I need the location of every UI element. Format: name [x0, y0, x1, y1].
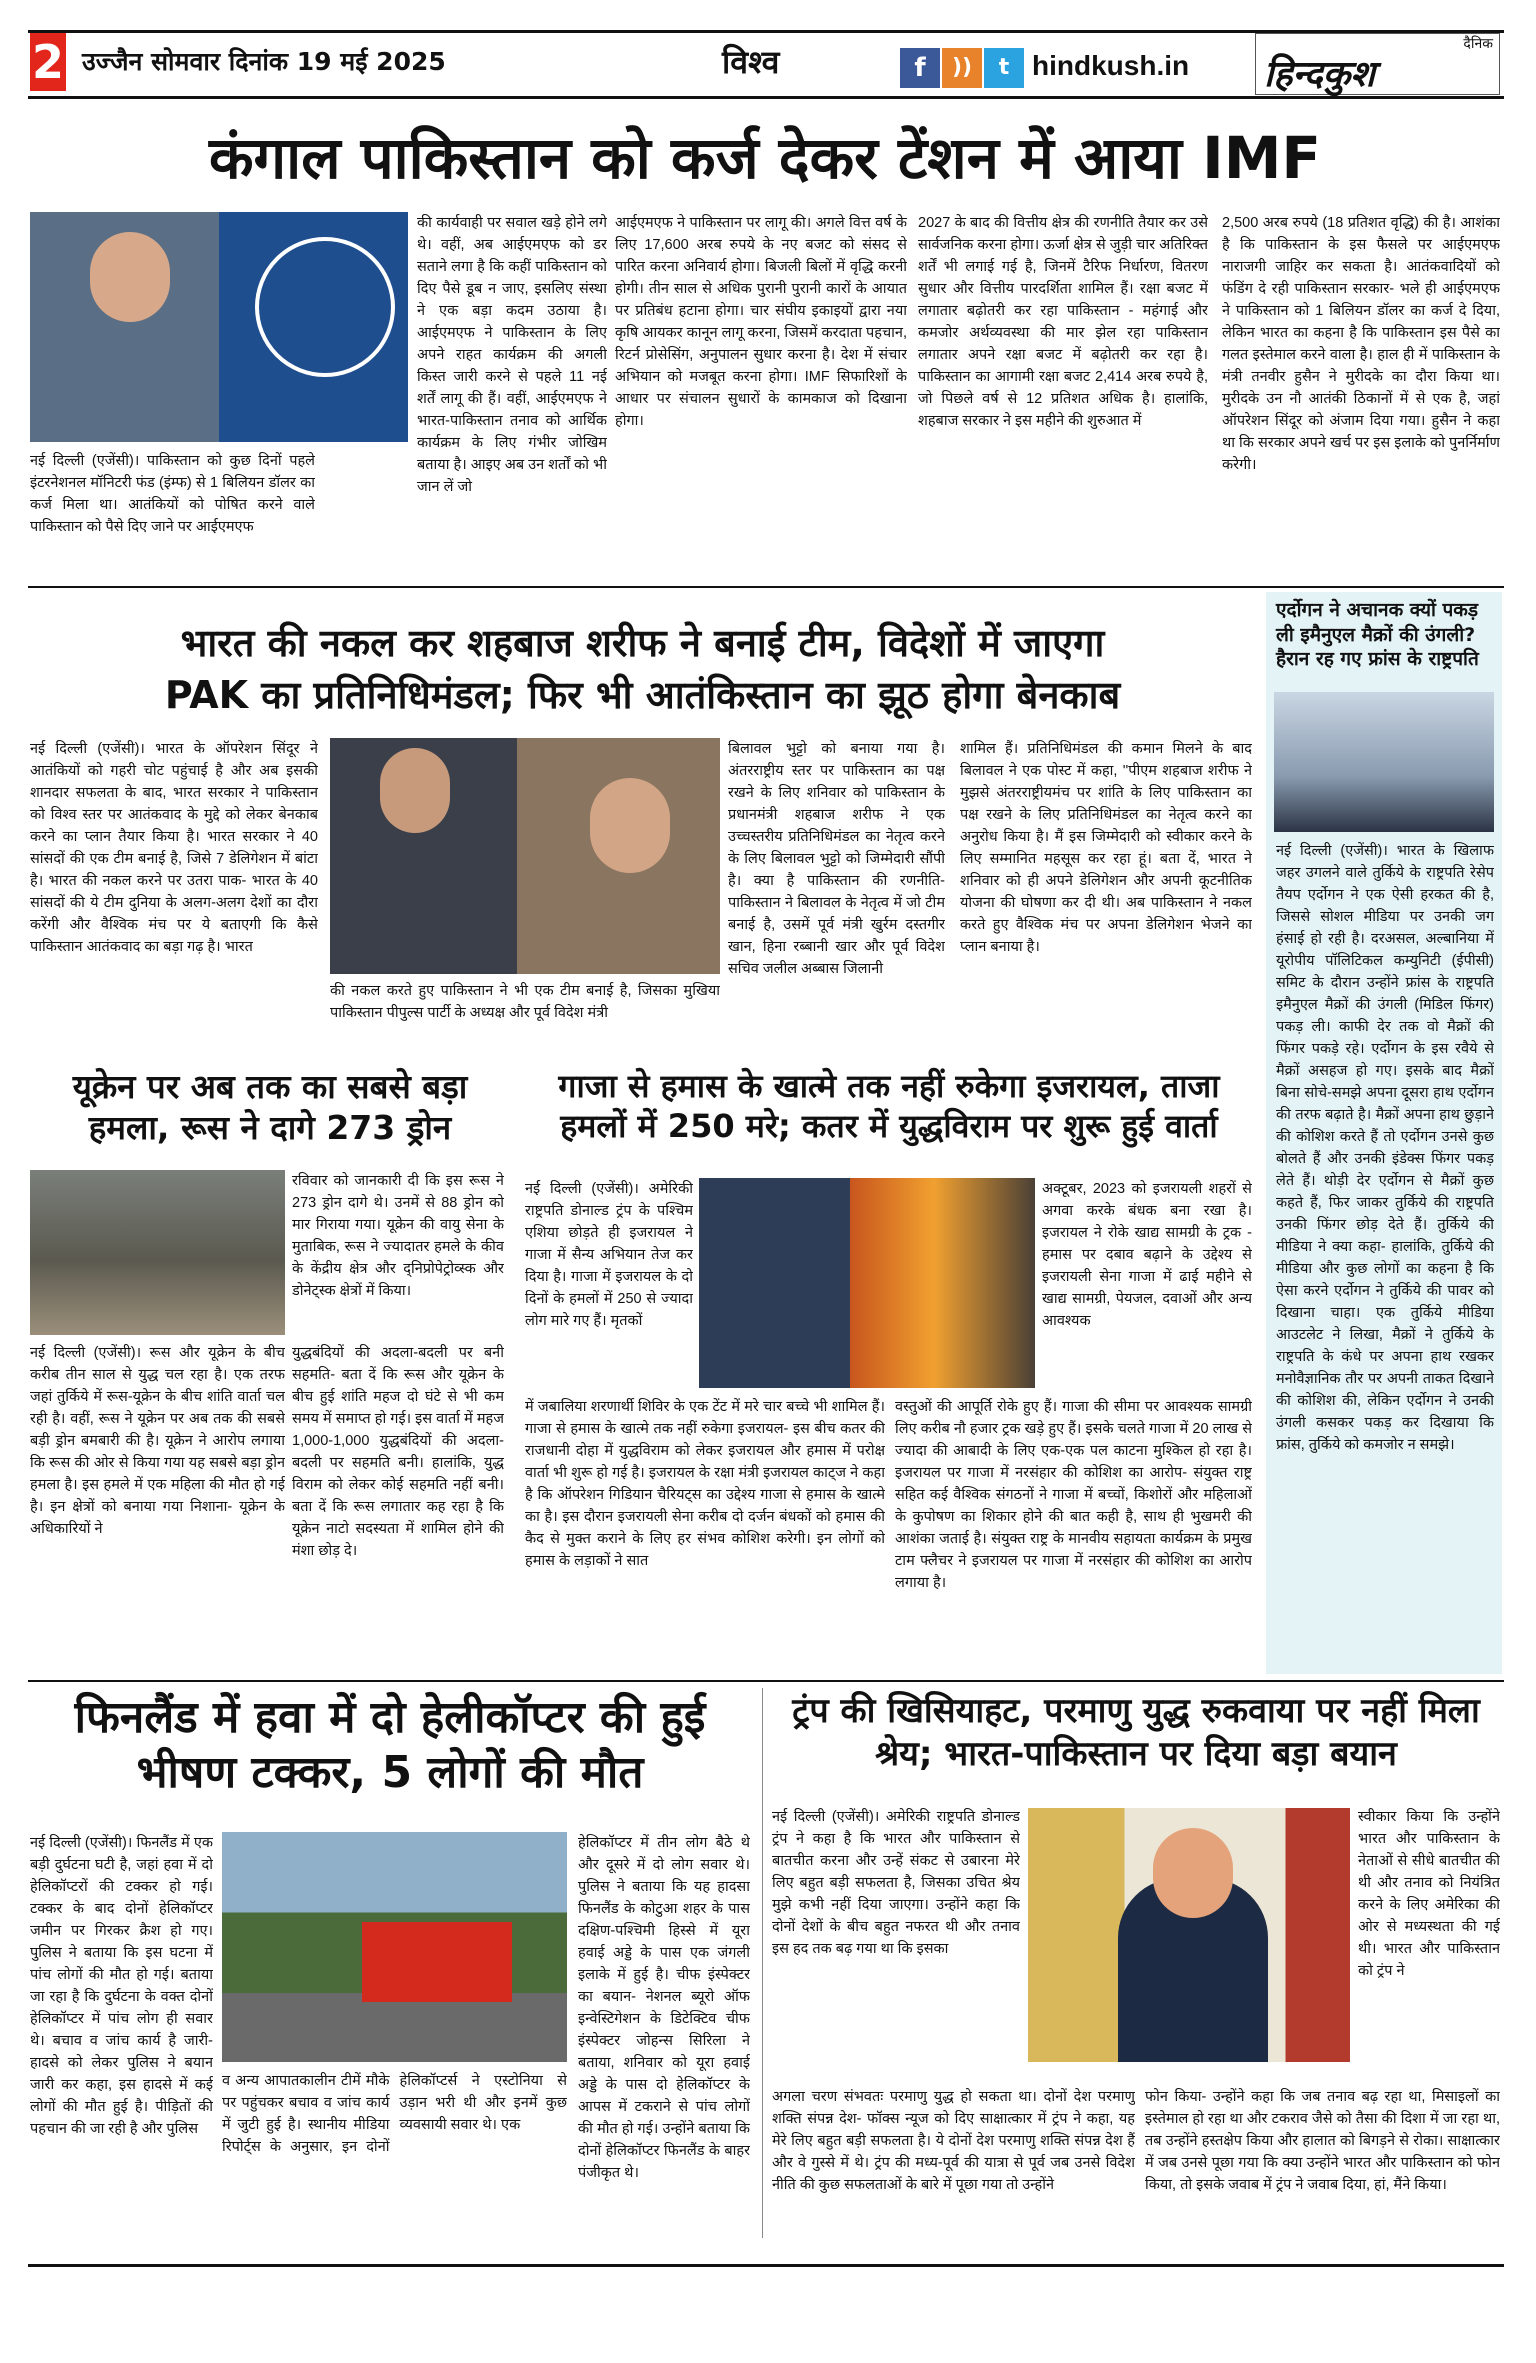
gaza-netanyahu-fire-photo: [699, 1178, 1035, 1388]
shahbaz-col-4: शामिल हैं। प्रतिनिधिमंडल की कमान मिलने के बाद बिलावल ने एक पोस्ट में कहा, ''पीएम शहबाज शरीफ ने मुझसे अंतरराष्ट्रीयमंच पर शांति के लिए पाकिस्तान का पक्ष रखने के लिए प्रतिनिधिमंडल का नेतृत्व करने का अनुरोध किया है। मैं इस जिम्मेदारी को स्वीकार करने के लिए सम्मानित महसूस कर रहा हूं। बता दें, भारत ने शनिवार को ही अपने डेलिगेशन और अपनी कूटनीतिक योजना की घोषणा कर दी थी। अब पाकिस्तान ने नकल करते हुए वैश्विक मंच पर अपना डेलिगेशन भेजने का प्लान बनाया है।: [960, 741, 1252, 955]
gaza-col-4: वस्तुओं की आपूर्ति रोके हुए हैं। गाजा की सीमा पर आवश्यक सामग्री लिए करीब नौ हजार ट्रक खड़े हुए हैं। इसके चलते गाजा में 20 लाख से ज्यादा की आबादी के लिए एक-एक पल काटना मुश्किल हो रहा है। इजरायल पर गाजा में नरसंहार की कोशिश का आरोप- संयुक्त राष्ट्र सहित कई वैश्विक संगठनों ने गाजा में बच्चों, किशोरों और महिलाओं के कुपोषण का शिकार होने की बात कही है, साथ ही भुखमरी की आशंका जताई है। संयुक्त राष्ट्र के मानवीय सहायता कार्यक्रम के प्रमुख टाम फ्लैचर ने इजरायल पर गाजा में नरसंहार की कोशिश का आरोप लगाया है।: [895, 1399, 1252, 1591]
imf-col-3: आईएमएफ ने पाकिस्तान पर लागू की। अगले वित्त वर्ष के लिए 17,600 अरब रुपये के नए बजट को संसद से पारित करना अनिवार्य होगा। बिजली बिलों में वृद्धि करनी होगी। तीन साल से अधिक पुरानी पुरानी कारों के आयात पर प्रतिबंध हटाना होगा। चार संघीय इकाइयों द्वारा नया कृषि आयकर कानून लागू करना, जिसमें करदाता पहचान, रिटर्न प्रोसेसिंग, अनुपालन सुधार करना है। देश में संचार अभियान को मजबूत करना होगा। IMF सिफारिशों के आधार पर संचालन सुधारों के कामकाज को दिखाना होगा।: [615, 215, 907, 429]
column-divider: [762, 1688, 763, 2238]
shahbaz-headline-line-1: भारत की नकल कर शहबाज शरीफ ने बनाई टीम, विदेशों में जाएगा: [180, 621, 1105, 665]
imf-col-2: की कार्यवाही पर सवाल खड़े होने लगे थे। वहीं, अब आईएमएफ को डर सताने लगा है कि कहीं पाकिस्तान को दिए पैसे डूब न जाए, इसलिए संस्था ने एक बड़ा कदम उठाया है। आईएमएफ ने पाकिस्तान के लिए अपने राहत कार्यक्रम की अगली किस्त जारी करने से पहले 11 नई शर्तें लागू की हैं। वहीं, आईएमएफ ने भारत-पाकिस्तान तनाव को आर्थिक कार्यक्रम के लिए गंभीर जोखिम बताया है। आइए अब उन शर्तों को भी जान लें जो: [417, 215, 607, 495]
ukraine-headline: यूक्रेन पर अब तक का सबसे बड़ा हमला, रूस ने दागे 273 ड्रोन: [72, 1067, 468, 1148]
finland-col-3: हेलिकॉप्टर में तीन लोग बैठे थे और दूसरे में दो लोग सवार थे। पुलिस ने बताया कि यह हादसा फिनलैंड के कोटुआ शहर के पास दक्षिण-पश्चिमी हिस्से में यूरा हवाई अड्डे के पास एक जंगली इलाके में हुई है। चीफ इंस्पेक्टर का बयान- नेशनल ब्यूरो ऑफ इन्वेस्टिगेशन के डिटेक्टिव चीफ इंस्पेक्टर जोहन्स सिरिला ने बताया, शनिवार को यूरा हवाई अड्डे के पास दो हेलिकॉप्टर के आपस में टकराने से पांच लोगों की मौत हो गई। उन्होंने बताया कि दोनों हेलिकॉप्टर फिनलैंड के बाहर पंजीकृत थे।: [578, 1835, 750, 2181]
fire-truck: [362, 1922, 512, 2002]
person-photo-face: [90, 232, 170, 322]
imf-photo: [30, 212, 408, 442]
trump-col-1: नई दिल्ली (एजेंसी)। अमेरिकी राष्ट्रपति डोनाल्ड ट्रंप ने कहा है कि भारत और पाकिस्तान से बातचीत करना और उन्हें संकट से उबारना मेरे लिए बहुत बड़ी सफलता है, जिसका उचित श्रेय मुझे कभी नहीं दिया जाएगा। उन्होंने कहा कि दोनों देशों के बीच बहुत नफरत थी और तनाव इस हद तक बढ़ गया था कि इसका: [772, 1809, 1020, 1957]
imf-logo-icon: [255, 237, 395, 377]
finland-fire-truck-photo: [222, 1832, 567, 2062]
imf-headline: कंगाल पाकिस्तान को कर्ज देकर टेंशन में आया IMF: [208, 124, 1322, 192]
header-bottom-rule: [28, 96, 1504, 99]
shahbaz-col-3: बिलावल भुट्टो को बनाया गया है। अंतरराष्ट्रीय स्तर पर पाकिस्तान का पक्ष रखने के लिए शनिवार को पाकिस्तान के प्रधानमंत्री शहबाज शरीफ ने एक उच्चस्तरीय प्रतिनिधिमंडल का नेतृत्व करने के लिए बिलावल भुट्टो को जिम्मेदारी सौंपी है। क्या है पाकिस्तान की रणनीति- पाकिस्तान ने बिलावल के नेतृत्व में जो टीम बनाई है, उसमें पूर्व मंत्री खुर्रम दस्तगीर खान, हिना रब्बानी खार और पूर्व विदेश सचिव जलील अब्बास जिलानी: [728, 741, 945, 977]
trump-col-3: अगला चरण संभवतः परमाणु युद्ध हो सकता था। दोनों देश परमाणु शक्ति संपन्न देश- फॉक्स न्यूज को दिए साक्षात्कार में ट्रंप ने कहा, यह मेरे लिए बहुत बड़ी सफलता है। ये दोनों देश परमाणु शक्ति संपन्न देश हैं और वे गुस्से में थे। ट्रंप की मध्य-पूर्व की यात्रा से पूर्व जब उनसे विदेश नीति की कुछ सफलताओं के बारे में पूछा गया तो उन्होंने: [772, 2089, 1135, 2193]
shahbaz-bilawal-photo: [330, 738, 720, 974]
ukraine-col-right-of-photo: रविवार को जानकारी दी कि इस रूस ने 273 ड्रोन दागे थे। उनमें से 88 ड्रोन को मार गिराया गया। यूक्रेन की वायु सेना के मुताबिक, रूस ने ज्यादातर हमले के कीव के केंद्रीय क्षेत्र और द्निप्रोपेट्रोव्स्क और डोनेट्स्क क्षेत्रों में किया।: [292, 1173, 504, 1299]
trump-photo: [1028, 1808, 1350, 2062]
imf-col-1: नई दिल्ली (एजेंसी)। पाकिस्तान को कुछ दिनों पहले इंटरनेशनल मॉनिटरी फंड (इंम्फ) से 1 बिलियन डॉलर का कर्ज मिला था। आतंकियों को पोषित करने वाले पाकिस्तान को पैसे दिए जाने पर आईएमएफ: [30, 453, 315, 535]
gaza-col-1: नई दिल्ली (एजेंसी)। अमेरिकी राष्ट्रपति डोनाल्ड ट्रंप के पश्चिम एशिया छोड़ते ही इजरायल ने गाजा में सैन्य अभियान तेज कर दिया है। गाजा में इजरायल के दो दिनों के हमलों में 250 से ज्यादा लोग मारे गए हैं। मृतकों: [525, 1181, 693, 1329]
masthead-logo: [1255, 33, 1500, 95]
imf-col-5: 2,500 अरब रुपये (18 प्रतिशत वृद्धि) की है। आशंका है कि पाकिस्तान के इस फैसले पर आईएमएफ नाराजगी जाहिर कर सकता है। आतंकवादियों को फंडिंग दे रही पाकिस्तान सरकार- भले ही आईएमएफ ने पाकिस्तान को 1 बिलियन डॉलर का कर्ज दे दिया, लेकिन भारत का कहना है कि पाकिस्तान इस पैसे का गलत इस्तेमाल करने वाला है। हाल ही में पाकिस्तान के मंत्री तनवीर हुसैन ने मुरीदके का दौरा किया था। मुरीदके उन नौ आतंकी ठिकानों में से एक है, जहां ऑपरेशन सिंदूर को अंजाम दिया गया। हुसैन ने कहा था कि सरकार अपने खर्च पर इस इलाके को पुनर्निर्माण करेगी।: [1222, 215, 1500, 473]
section-divider: [28, 586, 1504, 588]
ukraine-col-1: नई दिल्ली (एजेंसी)। रूस और यूक्रेन के बीच करीब तीन साल से युद्ध चल रहा है। एक तरफ जहां तुर्किये में रूस-यूक्रेन के बीच शांति वार्ता चल रही है। वहीं, रूस ने यूक्रेन पर अब तक की सबसे बड़ी ड्रोन बमबारी की है। यूक्रेन ने आरोप लगाया कि रूस की ओर से किया गया यह सबसे बड़ा ड्रोन हमला है। इस हमले में एक महिला की मौत हो गई है। इन क्षेत्रों को बनाया गया निशाना- यूक्रेन के अधिकारियों ने: [30, 1345, 285, 1537]
ukraine-col-2: युद्धबंदियों की अदला-बदली पर बनी सहमति- बता दें कि रूस और यूक्रेन के बीच हुई शांति महज दो घंटे से भी कम समय में समाप्त हो गई। इस वार्ता में महज 1,000-1,000 युद्धबंदियों की अदला-बदली पर सहमति बनी। हालांकि, युद्ध विराम को लेकर कोई सहमति नहीं बनी। बता दें कि रूस लगातार कह रहा है कि यूक्रेन नाटो सदस्यता में शामिल होने की मंशा छोड़ दे।: [292, 1345, 504, 1559]
logo-text: हिन्दकुश: [1264, 54, 1375, 95]
section-divider: [28, 1680, 1504, 1682]
erdogan-headline: एर्दोगन ने अचानक क्यों पकड़ ली इमैनुएल मैक्रों की उंगली? हैरान रह गए फ्रांस के राष्ट्रपति: [1276, 599, 1479, 671]
shahbaz-col-1: नई दिल्ली (एजेंसी)। भारत के ऑपरेशन सिंदूर ने आतंकियों को गहरी चोट पहुंचाई है और अब इसकी शानदार सफलता के बाद, भारत सरकार ने पाकिस्तान को विश्व स्तर पर आतंकवाद के मुद्दे को लेकर बेनकाब करने का प्लान तैयार किया है। भारत सरकार ने 40 सांसदों की एक टीम बनाई है, जिसे 7 डेलिगेशन में बांटा है। भारत की नकल करने पर उतरा पाक- भारत के 40 सांसदों की ये टीम दुनिया के अलग-अलग देशों का दौरा करेंगी और वैश्विक मंच पर ये बताएगी कि कैसे पाकिस्तान आतंकवाद का बड़ा गढ़ है। भारत: [30, 741, 318, 955]
person-photo-face: [380, 748, 450, 833]
imf-col-4: 2027 के बाद की वित्तीय क्षेत्र की रणनीति तैयार कर उसे सार्वजनिक करना होगा। ऊर्जा क्षेत्र से जुड़ी चार अतिरिक्त शर्तें भी लगाई गई है, जिनमें टैरिफ निर्धारण, वितरण सुधार और वित्तीय पारदर्शिता शामिल हैं। रक्षा बजट में लगातार बढ़ोतरी कर रहा पाकिस्तान - महंगाई और कमजोर अर्थव्यवस्था की मार झेल रहा पाकिस्तान लगातार अपने रक्षा बजट में बढ़ोतरी कर रहा है। पाकिस्तान का आगामी रक्षा बजट 2,414 अरब रुपये है, जो पिछले वर्ष से 12 प्रतिशत अधिक है। हालांकि, शहबाज सरकार ने इस महीने की शुरुआत में: [918, 215, 1208, 429]
gaza-col-3: में जबालिया शरणार्थी शिविर के एक टेंट में मरे चार बच्चे भी शामिल हैं। गाजा से हमास के खात्मे तक नहीं रुकेगा इजरायल- इस बीच कतर की राजधानी दोहा में युद्धविराम को लेकर इजरायल और हमास में परोक्ष वार्ता भी शुरू हो गई है। इजरायल के रक्षा मंत्री इजरायल काट्ज ने कहा है कि ऑपरेशन गिडियान चैरियट्स का उद्देश्य गाजा से हमास के खात्मे का है। इस दौरान इजरायली सेना करीब दो दर्जन बंधकों को हमास की कैद से मुक्त कराने के लिए हर संभव कोशिश करेगी। इन लोगों को हमास के लड़ाकों ने सात: [525, 1399, 885, 1569]
trump-col-4: फोन किया- उन्होंने कहा कि जब तनाव बढ़ रहा था, मिसाइलों का इस्तेमाल हो रहा था और टकराव जैसे को तैसा की दिशा में जा रहा था, तब उन्होंने हस्तक्षेप किया और हालात को बिगड़ने से रोका। साक्षात्कार में जब उनसे पूछा गया कि क्या उन्होंने भारत और पाकिस्तान को फोन किया, तो इसके जवाब में ट्रंप ने जवाब दिया, हां, मैंने किया।: [1145, 2089, 1500, 2193]
website-link[interactable]: hindkush.in: [1032, 50, 1190, 81]
ukraine-attack-photo: [30, 1170, 285, 1335]
person-photo-face: [1153, 1828, 1233, 1918]
logo-small-text: दैनिक: [1463, 36, 1493, 52]
trump-col-2: स्वीकार किया कि उन्होंने भारत और पाकिस्तान के नेताओं से सीधे बातचीत की थी और तनाव को नियंत्रित करने के लिए अमेरिका की ओर से मध्यस्थता की गई थी। भारत और पाकिस्तान को ट्रंप ने: [1358, 1809, 1500, 1979]
finland-col-2: व अन्य आपातकालीन टीमें मौके पर पहुंचकर बचाव व जांच कार्य में जुटी हुई है। स्थानीय मीडिया रिपोर्ट्स के अनुसार, इन दोनों हेलिकॉप्टर्स ने एस्टोनिया से उड़ान भरी थी और इनमें कुछ व्यवसायी सवार थे। एक: [222, 2073, 567, 2155]
footer-rule: [28, 2264, 1504, 2267]
gaza-headline: गाजा से हमास के खात्मे तक नहीं रुकेगा इजरायल, ताजा हमलों में 250 मरे; कतर में युद्धविराम पर शुरू हुई वार्ता: [558, 1067, 1220, 1145]
facebook-icon[interactable]: f: [900, 48, 940, 88]
shahbaz-headline-line-2: PAK का प्रतिनिधिमंडल; फिर भी आतंकिस्तान का झूठ होगा बेनकाब: [164, 673, 1121, 717]
rss-icon[interactable]: )): [942, 48, 982, 88]
dateline: उज्जैन सोमवार दिनांक 19 मई 2025: [82, 47, 446, 76]
trump-headline: ट्रंप की खिसियाहट, परमाणु युद्ध रुकवाया पर नहीं मिला श्रेय; भारत-पाकिस्तान पर दिया बड़ा बयान: [792, 1691, 1480, 1774]
twitter-icon[interactable]: t: [984, 48, 1024, 88]
finland-col-1: नई दिल्ली (एजेंसी)। फिनलैंड में एक बड़ी दुर्घटना घटी है, जहां हवा में दो हेलिकॉप्टरों की टक्कर हो गई। टक्कर के बाद दोनों हेलिकॉप्टर जमीन पर गिरकर क्रैश हो गए। पुलिस ने बताया कि इस घटना में पांच लोगों की मौत हो गई। बताया जा रहा है कि दुर्घटना के वक्त दोनों हेलिकॉप्टर में पांच लोग ही सवार थे। बचाव व जांच कार्य है जारी- हादसे को लेकर पुलिस ने बयान जारी कर कहा, इस हादसे में कई लोगों की मौत हुई है। पीड़ितों की पहचान की जा रही है और पुलिस: [30, 1835, 213, 2137]
erdogan-macron-photo: [1274, 692, 1494, 832]
section-title: विश्व: [722, 43, 780, 81]
finland-headline: फिनलैंड में हवा में दो हेलीकॉप्टर की हुई भीषण टक्कर, 5 लोगों की मौत: [74, 1692, 706, 1798]
erdogan-sidebar: [1266, 592, 1502, 1674]
page-number: 2: [31, 35, 64, 89]
shahbaz-col-2: की नकल करते हुए पाकिस्तान ने भी एक टीम बनाई है, जिसका मुखिया पाकिस्तान पीपुल्स पार्टी के अध्यक्ष और पूर्व विदेश मंत्री: [330, 983, 720, 1021]
erdogan-body: नई दिल्ली (एजेंसी)। भारत के खिलाफ जहर उगलने वाले तुर्किये के राष्ट्रपति रेसेप तैयप एर्दोगन ने एक ऐसी हरकत की है, जिससे सोशल मीडिया पर उनकी जग हंसाई हो रही है। दरअसल, अल्बानिया में यूरोपीय पॉलिटिकल कम्युनिटी (ईपीसी) समिट के दौरान उन्होंने फ्रांस के राष्ट्रपति इमैनुएल मैक्रों की उंगली (मिडिल फिंगर) पकड़ ली। काफी देर तक वो मैक्रों की फिंगर पकड़े रहे। एर्दोगन के इस रवैये से मैक्रों असहज हो गए। इसके बाद मैक्रों बिना सोचे-समझे अपना दूसरा हाथ एर्दोगन की तरफ बढ़ाते है। मैक्रों अपना हाथ छुड़ाने की कोशिश करते हैं तो एर्दोगन उनसे कुछ बोलते हैं और उनकी इंडेक्स फिंगर पकड़ लेते हैं। थोड़ी देर एर्दोगन से मैक्रों कुछ कहते हैं, फिर जाकर तुर्किये की राष्ट्रपति उनकी फिंगर छोड़ देते हैं। तुर्किये की मीडिया ने क्या कहा- हालांकि, तुर्किये की मीडिया और कुछ लोगों का कहना है कि ऐसा करने एर्दोगन ने तुर्किये की पावर को दिखाना चाहा। एक तुर्किये मीडिया आउटलेट ने लिखा, मैक्रों ने तुर्किये के राष्ट्रपति के कंधे पर अपना हाथ रखकर मनोवैज्ञानिक तौर पर अपनी ताकत दिखाने की कोशिश की, लेकिन एर्दोगन ने उनकी उंगली कसकर पकड़ कर दिखाया कि फ्रांस, तुर्किये को कमजोर न समझे।: [1276, 843, 1494, 1453]
person-photo-face: [590, 778, 670, 873]
gaza-col-2: अक्टूबर, 2023 को इजरायली शहरों से अगवा करके बंधक बना रखा है। इजरायल ने रोके खाद्य सामग्री के ट्रक - हमास पर दबाव बढ़ाने के उद्देश्य से इजरायली सेना गाजा में ढाई महीने से खाद्य सामग्री, पेयजल, दवाओं और अन्य आवश्यक: [1042, 1181, 1252, 1329]
